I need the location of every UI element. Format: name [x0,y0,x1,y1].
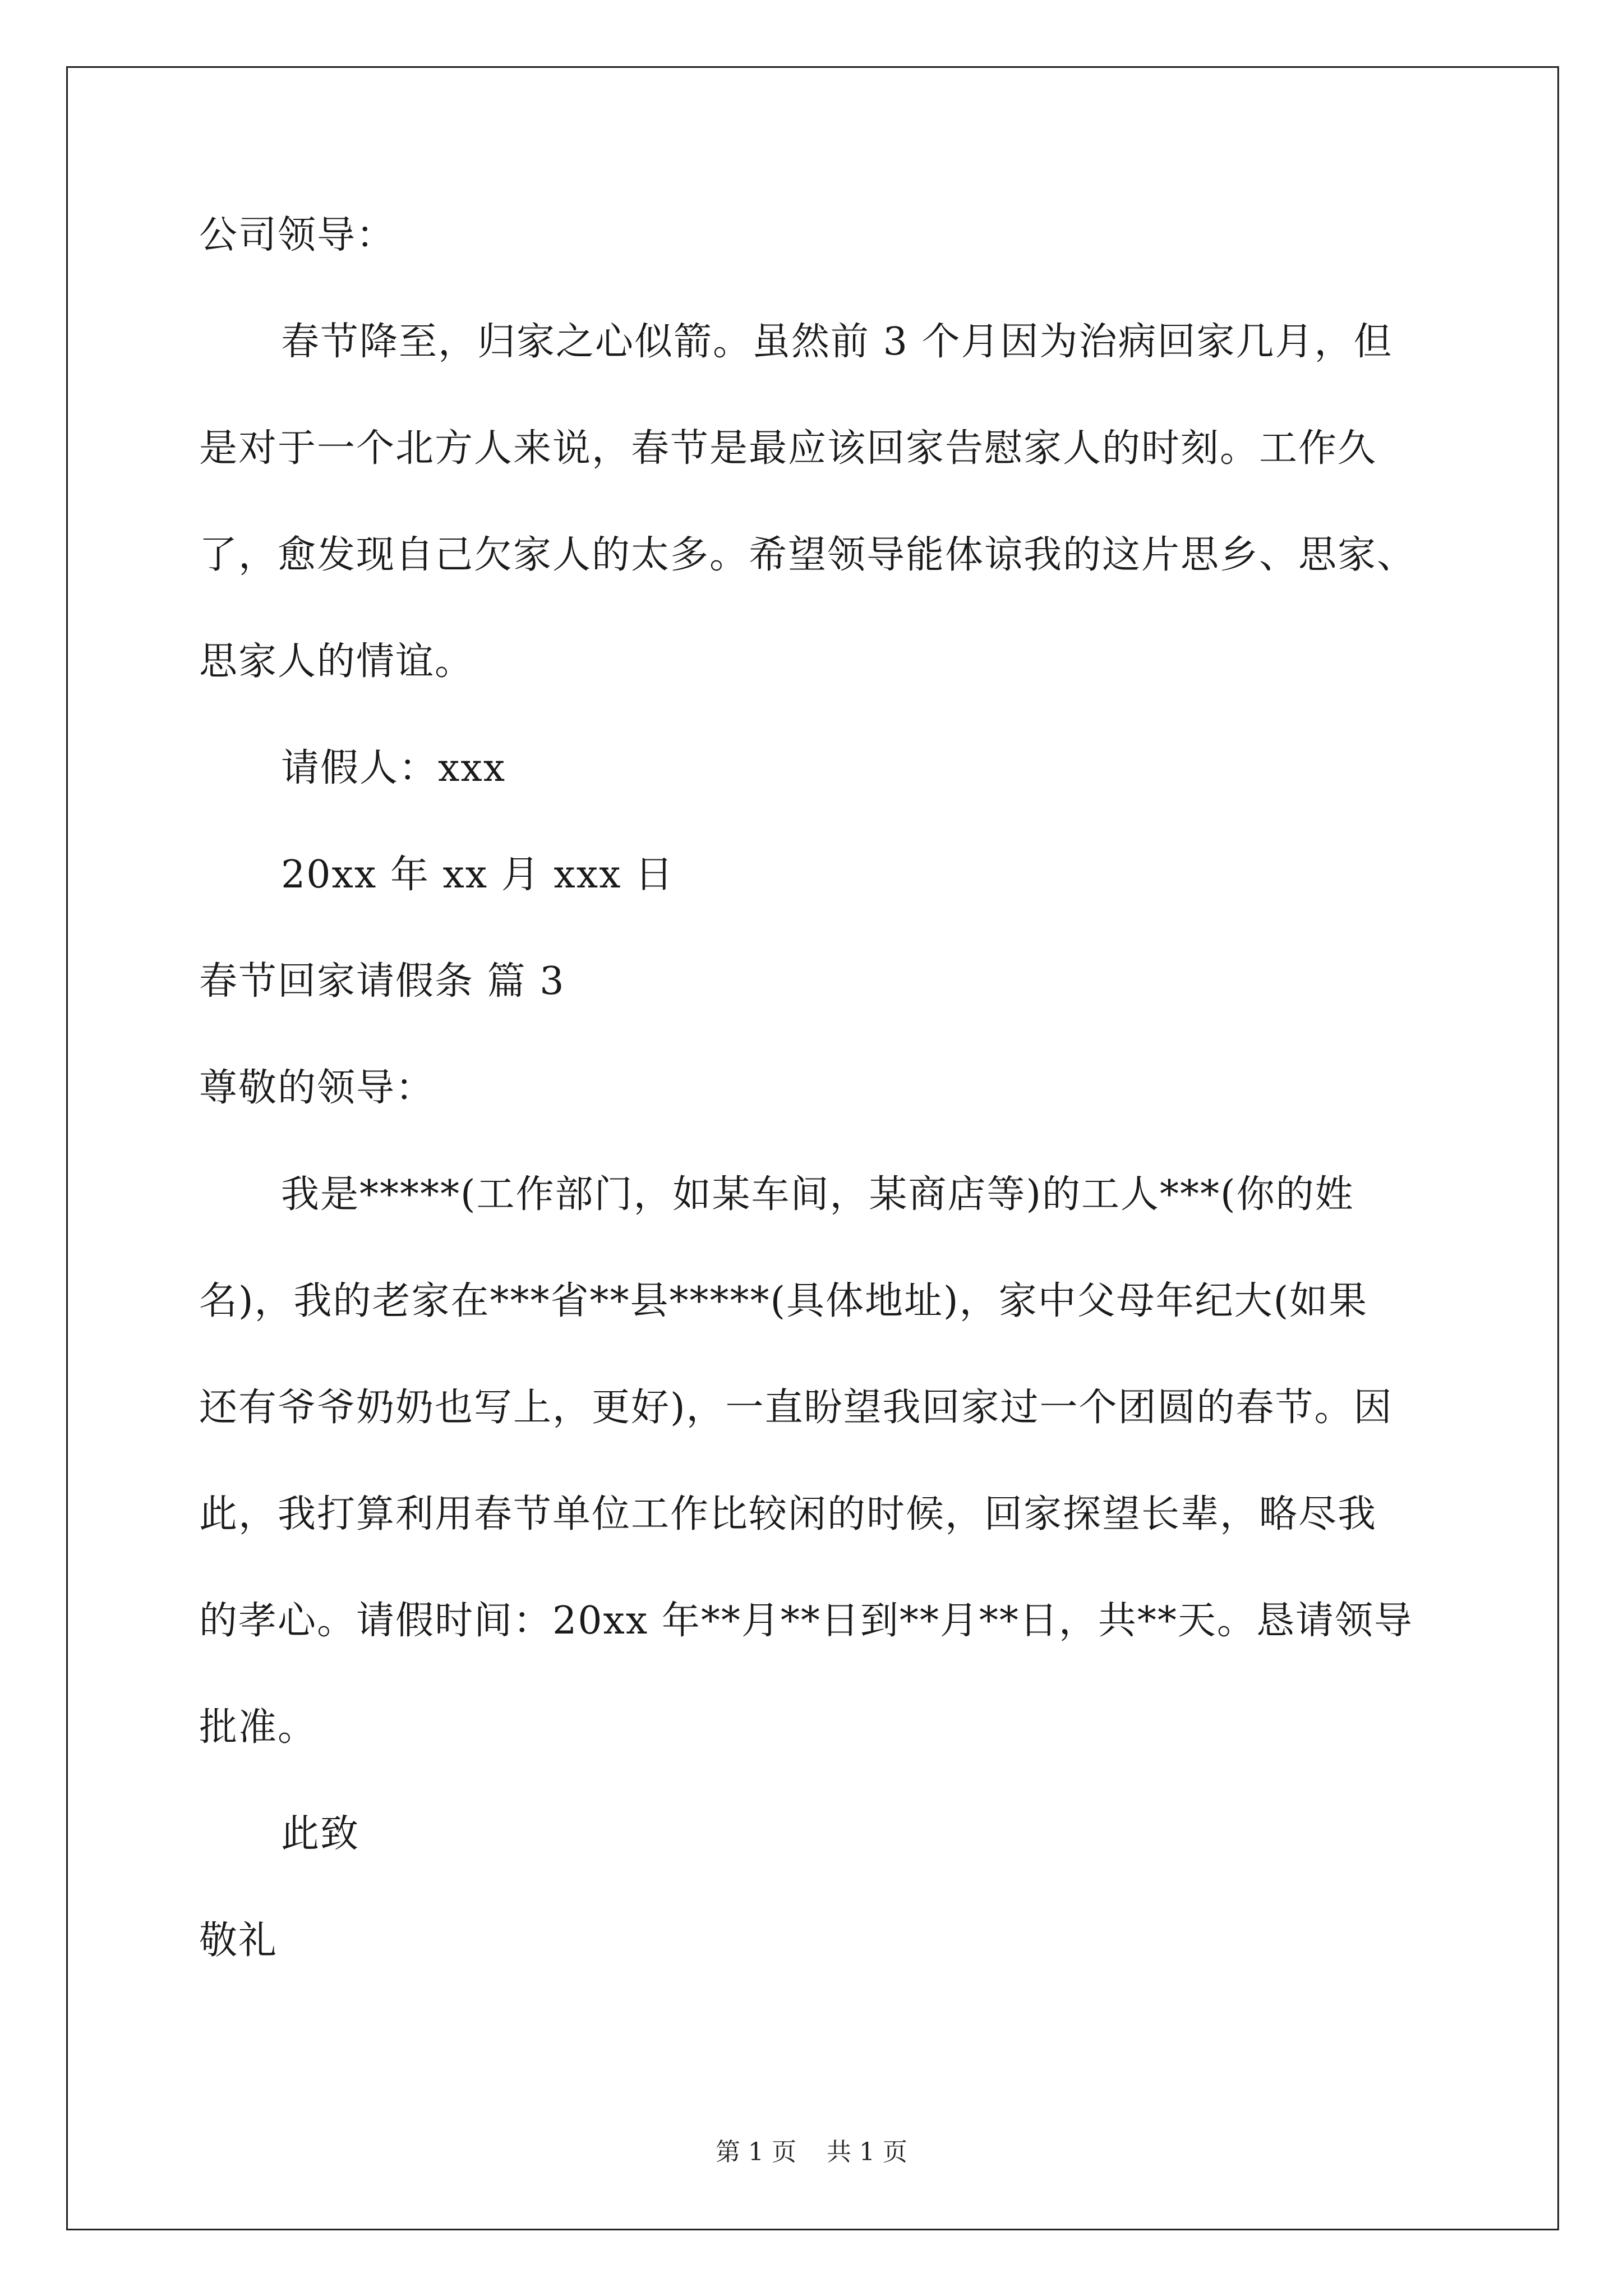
section-title: 春节回家请假条 篇 3 [199,959,565,1004]
date-line: 20xx 年 xx 月 xxx 日 [281,853,675,897]
paragraph-line: 此，我打算利用春节单位工作比较闲的时候，回家探望长辈，略尽我 [199,1492,1377,1536]
closing-line: 此致 [281,1812,360,1856]
paragraph-line: 还有爷爷奶奶也写上，更好)，一直盼望我回家过一个团圆的春节。因 [199,1386,1393,1430]
paragraph-line: 思家人的情谊。 [199,639,474,684]
paragraph-line: 春节降至，归家之心似箭。虽然前 3 个月因为治病回家几月，但 [281,320,1393,364]
paragraph-line: 的孝心。请假时间：20xx 年**月**日到**月**日，共**天。恳请领导 [199,1599,1413,1643]
paragraph-line: 了，愈发现自己欠家人的太多。希望领导能体谅我的这片思乡、思家、 [199,533,1417,577]
page-footer [0,2132,1623,2168]
salutation: 公司领导： [199,213,396,257]
salutation: 尊敬的领导： [199,1066,435,1110]
page-number: 第 1 页 [716,2138,796,2166]
closing-line: 敬礼 [199,1918,278,1963]
paragraph-line: 批准。 [199,1705,317,1750]
paragraph-line: 我是*****(工作部门，如某车间，某商店等)的工人***(你的姓 [281,1172,1354,1217]
document-body [199,213,1433,2025]
paragraph-line: 名)，我的老家在***省**县*****(具体地址)，家中父母年纪大(如果 [199,1279,1368,1323]
page-total: 共 1 页 [827,2138,907,2166]
applicant-line: 请假人：xxx [281,746,506,790]
paragraph-line: 是对于一个北方人来说，春节是最应该回家告慰家人的时刻。工作久 [199,426,1377,471]
